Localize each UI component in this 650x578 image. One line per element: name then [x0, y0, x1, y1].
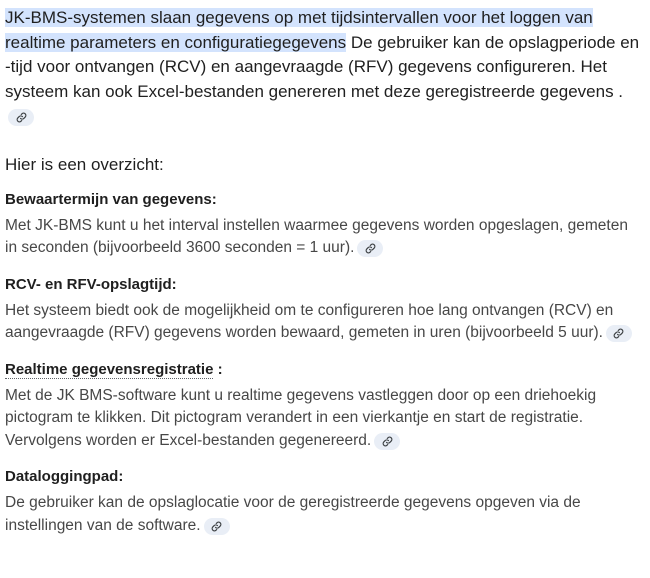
section-text: Met de JK BMS-software kunt u realtime gegevens vastleggen door op een driehoekig pictogram te klikken. Dit pictogram verandert in een vierkantje en start de registratie. Vervolgens worden er Excel-bestanden gegenereerd. [5, 386, 597, 449]
link-icon [16, 112, 27, 123]
highlighted-sentence[interactable]: JK-BMS-systemen slaan gegevens op met tijdsintervallen voor het loggen van realtime parameters en configuratiegegevens [5, 8, 593, 52]
link-icon [382, 436, 393, 447]
section-title [5, 359, 640, 381]
source-link-chip[interactable] [204, 518, 230, 535]
section-rcv-rfv [5, 274, 640, 345]
link-icon [211, 521, 222, 532]
section-title: Bewaartermijn van gegevens: [5, 190, 217, 208]
section-title: RCV- en RFV-opslagtijd: [5, 275, 177, 293]
section-body [5, 215, 640, 260]
intro-paragraph [5, 6, 640, 129]
section-text: De gebruiker kan de opslaglocatie voor de geregistreerde gegevens opgeven via de instellingen van de software. [5, 494, 581, 534]
section-logging-path [5, 466, 640, 537]
section-title-suffix: : [213, 360, 223, 378]
intro-text: De gebruiker kan de opslagperiode en -tijd voor ontvangen (RCV) en aangevraagde (RFV) gegevens configureren. Het systeem kan ook Excel-bestanden genereren met deze geregistreerde gegevens . [5, 32, 640, 101]
link-icon [613, 328, 624, 339]
source-link-chip[interactable] [606, 325, 632, 342]
section-body [5, 385, 640, 453]
section-body [5, 300, 640, 345]
section-body [5, 492, 640, 537]
link-icon [365, 243, 376, 254]
section-text: Met JK-BMS kunt u het interval instellen waarmee gegevens worden opgeslagen, gemeten in seconden (bijvoorbeeld 3600 seconden = 1 uur). [5, 216, 628, 256]
source-link-chip[interactable] [8, 109, 34, 126]
section-title: Dataloggingpad: [5, 468, 124, 485]
source-link-chip[interactable] [374, 433, 400, 450]
section-realtime [5, 359, 640, 453]
source-link-chip[interactable] [357, 240, 383, 257]
section-title-link[interactable]: Realtime gegevensregistratie [5, 360, 214, 378]
overview-heading: Hier is een overzicht: [5, 154, 164, 174]
section-text: Het systeem biedt ook de mogelijkheid om te configureren hoe lang ontvangen (RCV) en aangevraagde (RFV) gegevens worden bewaard, gemeten in uren (bijvoorbeeld 5 uur). [5, 301, 614, 341]
section-retention [5, 189, 640, 260]
